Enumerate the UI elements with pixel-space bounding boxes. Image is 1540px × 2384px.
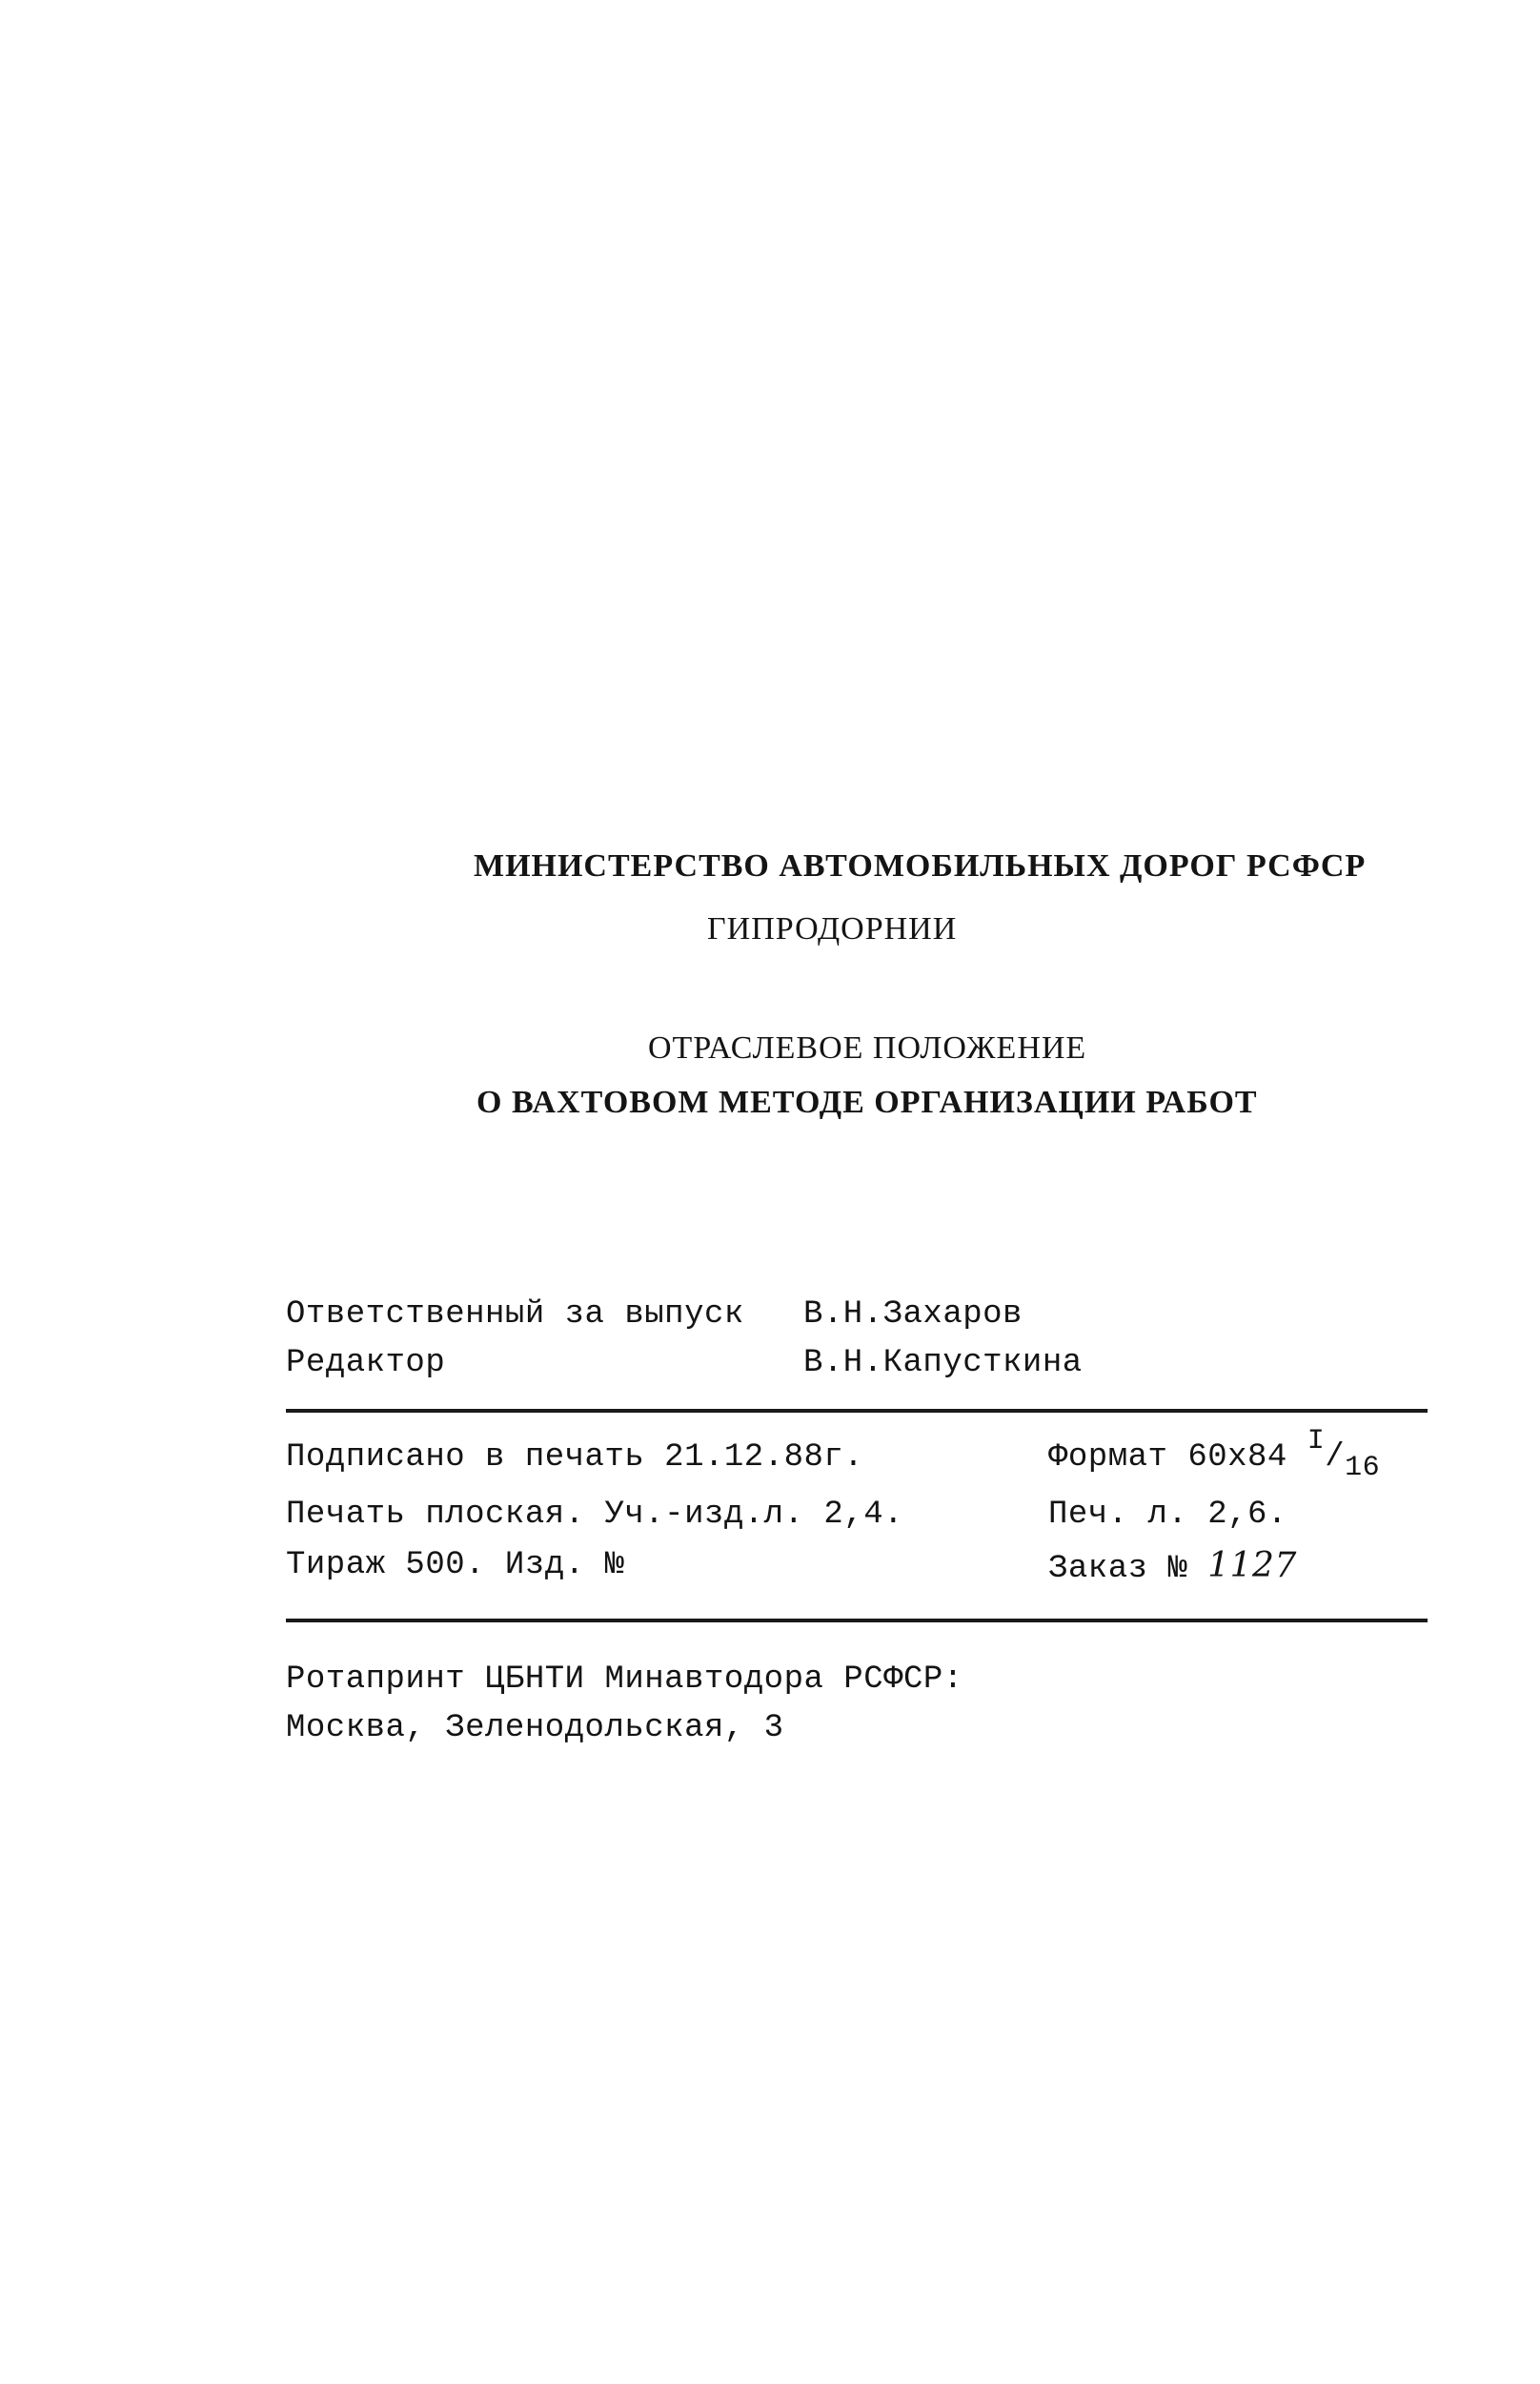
ministry-heading: МИНИСТЕРСТВО АВТОМОБИЛЬНЫХ ДОРОГ РСФСР — [474, 848, 1367, 884]
credit-label-responsible: Ответственный за выпуск — [286, 1296, 744, 1333]
credit-name-editor: В.Н.Капусткина — [803, 1345, 1083, 1381]
imprint-order-number: 1127 — [1207, 1546, 1297, 1585]
printer-line2: Москва, Зеленодольская, 3 — [286, 1710, 784, 1746]
imprint-format-denominator: 16 — [1345, 1452, 1381, 1484]
credit-name-responsible: В.Н.Захаров — [803, 1296, 1023, 1333]
document-title-line1: ОТРАСЛЕВОЕ ПОЛОЖЕНИЕ — [648, 1030, 1087, 1066]
bottom-divider — [286, 1619, 1428, 1622]
imprint-sheets: Печ. л. 2,6. — [1048, 1497, 1287, 1533]
top-divider — [286, 1409, 1428, 1413]
document-title-line2: О ВАХТОВОМ МЕТОДЕ ОРГАНИЗАЦИИ РАБОТ — [476, 1085, 1258, 1120]
imprint-format-numerator: I — [1307, 1425, 1326, 1457]
imprint-signed: Подписано в печать 21.12.88г. — [286, 1439, 864, 1476]
printer-line1: Ротапринт ЦБНТИ Минавтодора РСФСР: — [286, 1661, 963, 1698]
credit-label-editor: Редактор — [286, 1345, 446, 1381]
imprint-format-label: Формат 60х84 — [1048, 1439, 1287, 1476]
imprint-run: Тираж 500. Изд. № — [286, 1547, 625, 1583]
imprint-order — [1048, 1546, 1297, 1587]
imprint-order-label: Заказ № — [1048, 1551, 1188, 1587]
format-slash: / — [1325, 1439, 1346, 1476]
imprint-format — [1048, 1425, 1381, 1484]
imprint-print-type: Печать плоская. Уч.-изд.л. 2,4. — [286, 1497, 904, 1533]
institute-heading: ГИПРОДОРНИИ — [707, 911, 958, 947]
